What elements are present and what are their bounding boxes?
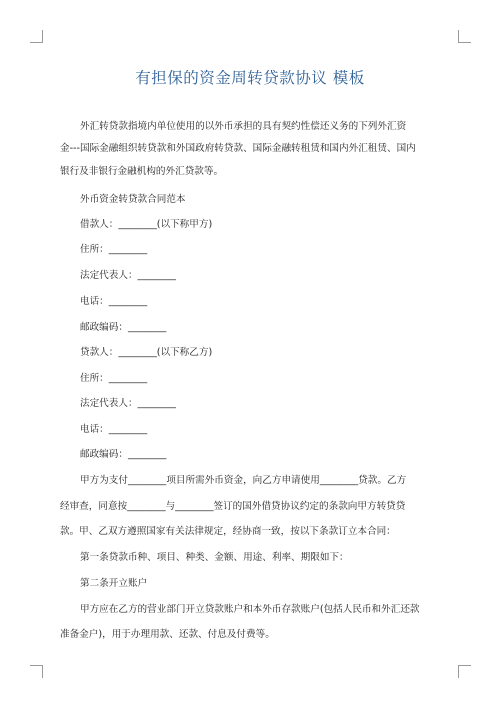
lender-address: 住所：________ xyxy=(80,373,148,384)
lender-representative: 法定代表人：________ xyxy=(80,398,176,409)
document-title: 有担保的资金周转贷款协议 模板 xyxy=(135,69,365,87)
borrower-postcode: 邮政编码：________ xyxy=(80,322,167,333)
form-heading: 外币资金转贷款合同范本 xyxy=(80,194,186,205)
article-2-heading: 第二条开立账户 xyxy=(80,578,148,589)
borrower-representative: 法定代表人：________ xyxy=(80,270,176,281)
borrower-name: 借款人：________(以下称甲方) xyxy=(80,219,213,230)
borrower-phone: 电话：________ xyxy=(80,296,148,307)
lender-phone: 电话：________ xyxy=(80,424,148,435)
lender-postcode: 邮政编码：________ xyxy=(80,449,167,460)
intro-line-3: 银行及非银行金融机构的外汇贷款等。 xyxy=(60,166,224,177)
lender-name: 贷款人：________(以下称乙方) xyxy=(80,347,213,358)
article-2-text-line-1: 甲方应在乙方的营业部门开立贷款账户和本外币存款账户(包括人民币和外汇还款 xyxy=(80,604,420,615)
borrower-address: 住所：________ xyxy=(80,244,148,255)
intro-line-2: 金---国际金融组织转贷款和外国政府转贷款、国际金融转租赁和国内外汇租赁、国内 xyxy=(60,143,416,154)
page-corner-mark-bottom-left xyxy=(30,665,43,678)
page-corner-mark-bottom-right xyxy=(458,665,471,678)
agreement-line-1: 甲方为支付________项目所需外币资金，向乙方申请使用________贷款。乙方 xyxy=(80,475,407,486)
page-corner-mark-top-right xyxy=(458,30,471,43)
agreement-line-2: 经审查，同意按________与________签订的国外借贷协议约定的条款向甲方转贷贷 xyxy=(60,501,406,512)
page-corner-mark-top-left xyxy=(30,30,43,43)
article-1: 第一条贷款币种、项目、种类、金额、用途、利率、期限如下： xyxy=(80,552,349,563)
article-2-text-line-2: 准备金户)，用于办理用款、还款、付息及付费等。 xyxy=(60,629,275,640)
agreement-line-3: 款。甲、乙双方遵照国家有关法律规定，经协商一致，按以下条款订立本合同： xyxy=(60,526,396,537)
intro-line-1: 外汇转贷款指境内单位使用的以外币承担的具有契约性偿还义务的下列外汇资 xyxy=(80,121,407,132)
